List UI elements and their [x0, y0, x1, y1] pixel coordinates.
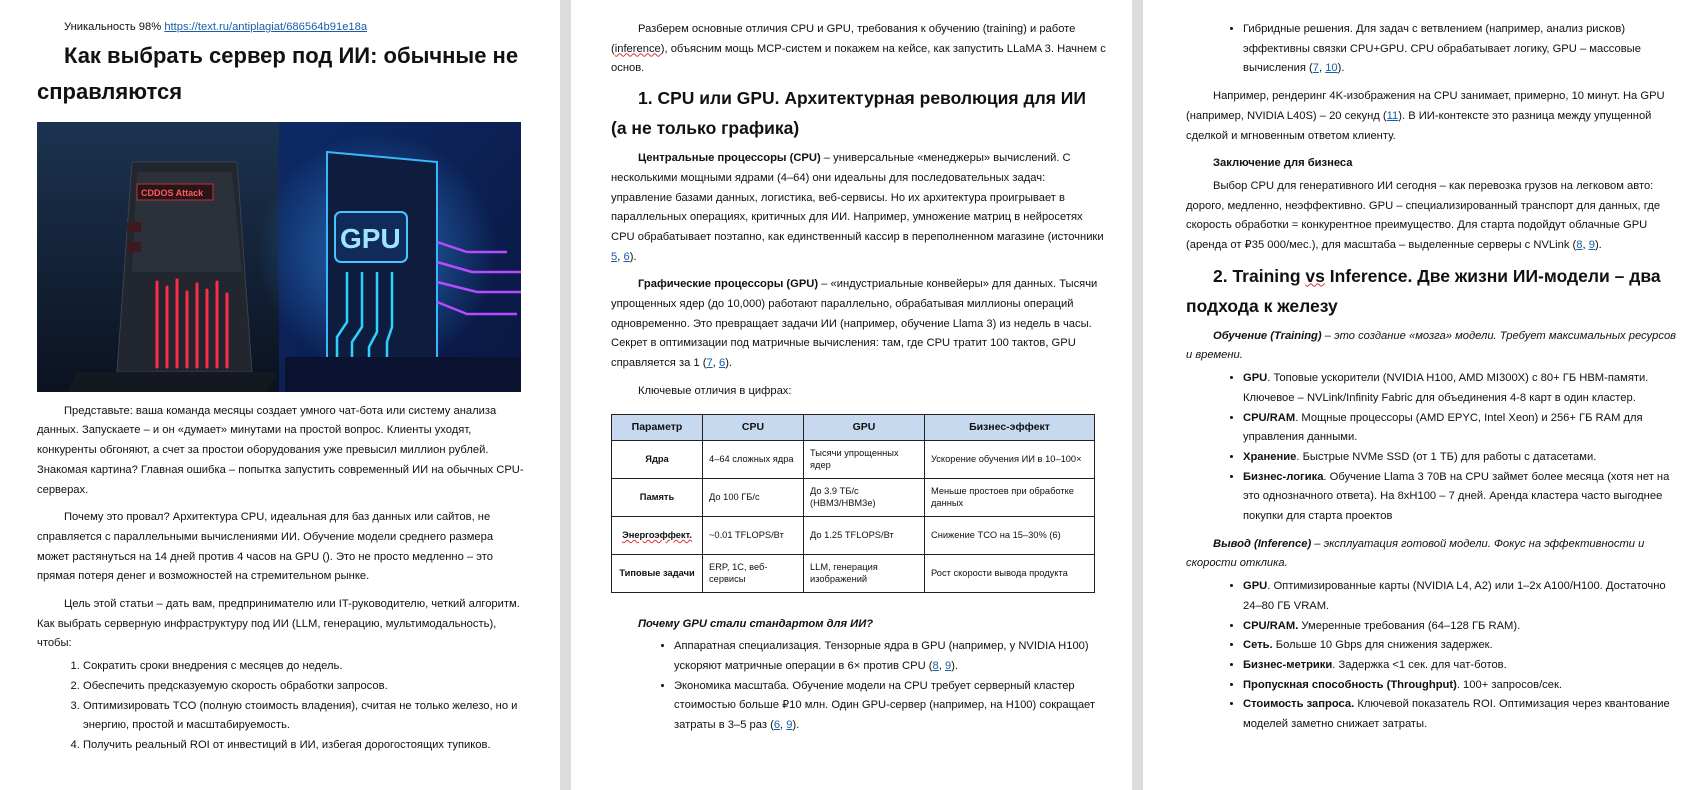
- table-cell: Энергоэффект.: [612, 516, 703, 554]
- conclusion-heading: Заключение для бизнеса: [1213, 157, 1353, 170]
- table-cell: До 100 ГБ/с: [703, 478, 804, 516]
- comparison-table: [611, 414, 1095, 593]
- hero-right-text: GPU: [340, 222, 401, 254]
- page-separator: [560, 0, 571, 790]
- document-page-1: [0, 0, 560, 790]
- para-gpu: Графические процессоры (GPU) – «индустриальные конвейеры» для данных. Тысячи упрощенных ядер (до 10,000) работают параллельно, обрабатывая миллионы операций одновременно. Это превращает задачи ИИ (например, обучение Llama 3) из недель в часы. Секрет в оптимизации под матричные вычисления: там, где CPU тратит 100 тактов, GPU справляется за 1 (7, 6).: [611, 278, 1098, 370]
- list-item: 2. Обеспечить предсказуемую скорость обработки запросов.: [83, 677, 524, 697]
- article-title: Как выбрать сервер под ИИ: обычные не справляются: [37, 42, 519, 104]
- ref-link[interactable]: 11: [1386, 109, 1399, 122]
- table-cell: Типовые задачи: [612, 554, 703, 592]
- list-item: 4. Получить реальный ROI от инвестиций в ИИ, избегая дорогостоящих тупиков.: [83, 736, 524, 756]
- list-item: • Аппаратная специализация. Тензорные ядра в GPU (например, у NVIDIA H100) ускоряют матричные операции в 6× против CPU (8, 9).: [674, 637, 1106, 676]
- ref-link[interactable]: 5: [611, 250, 618, 263]
- ref-link[interactable]: 9: [786, 719, 793, 732]
- para-inference: Вывод (Inference) – эксплуатация готовой модели. Фокус на эффективности и скорости отклика.: [1186, 537, 1645, 570]
- table-caption: Ключевые отличия в цифрах:: [638, 384, 792, 397]
- para-intro-2: Разберем основные отличия CPU и GPU, требования к обучению (training) и работе (inference), объясним мощь MCP-систем и покажем на кейсе, как запустить LLaMA 3. Начнем с основ.: [611, 23, 1106, 75]
- list-item: • CPU/RAM. Умеренные требования (64–128 ГБ RAM).: [1243, 617, 1679, 637]
- list-item: • GPU. Топовые ускорители (NVIDIA H100, AMD MI300X) с 80+ ГБ HBM-памяти. Ключевое – NVLink/Infinity Fabric для объединения 4-8 карт в один кластер.: [1243, 369, 1679, 408]
- para-cpu: Центральные процессоры (CPU) – универсальные «менеджеры» вычислений. С несколькими мощными ядрами (4–64) они идеальны для последовательных задач: управление базами данных, логистика, веб-сервисы. Но их архитектура проигрывает в параллельных операциях, критичных для ИИ. Например, умножение матриц в нейросетях CPU обрабатывает поэтапно, как единственный кассир в переполненном магазине (источники 5, 6).: [611, 152, 1104, 263]
- ref-link[interactable]: 6: [773, 719, 781, 732]
- table-row: [612, 554, 1095, 592]
- table-cell: Рост скорости вывода продукта: [925, 554, 1095, 592]
- inference-list: [1186, 577, 1679, 735]
- table-header: CPU: [703, 414, 804, 440]
- hero-left-sign: CDDOS Attack: [141, 187, 204, 198]
- table-cell: Тысячи упрощенных ядер: [804, 440, 925, 478]
- table-header: Бизнес-эффект: [925, 414, 1095, 440]
- table-cell: ERP, 1С, веб-сервисы: [703, 554, 804, 592]
- list-item: • Хранение. Быстрые NVMe SSD (от 1 ТБ) для работы с датасетами.: [1243, 448, 1679, 468]
- list-item: • GPU. Оптимизированные карты (NVIDIA L4, A2) или 1–2x A100/H100. Достаточно 24–80 ГБ VRAM.: [1243, 577, 1679, 616]
- table-cell: ~0.01 TFLOPS/Вт: [703, 516, 804, 554]
- ref-link[interactable]: 8: [1576, 239, 1583, 252]
- why-gpu-heading: Почему GPU стали стандартом для ИИ?: [638, 617, 874, 630]
- table-cell: Снижение TCO на 15–30% (6): [925, 516, 1095, 554]
- training-list: [1186, 369, 1679, 527]
- table-header: GPU: [804, 414, 925, 440]
- table-header-row: [612, 414, 1095, 440]
- document-page-3: [1143, 0, 1705, 790]
- ref-link[interactable]: 6: [718, 357, 726, 370]
- table-row: [612, 478, 1095, 516]
- ref-link[interactable]: 9: [1588, 239, 1595, 252]
- list-item: • Бизнес-логика. Обучение Llama 3 70B на CPU займет более месяца (хотя нет на это однозначного ответа). На 8xH100 – 7 дней. Аренда кластера часто выгоднее покупки для старта проектов: [1243, 468, 1679, 527]
- ref-link[interactable]: 7: [1312, 62, 1319, 75]
- hybrid-list: [1186, 20, 1679, 79]
- list-item: • Бизнес-метрики. Задержка <1 сек. для чат-ботов.: [1243, 656, 1679, 676]
- uniqueness-line: [37, 18, 524, 38]
- ref-link[interactable]: 9: [944, 659, 952, 672]
- goals-list: [37, 657, 524, 756]
- table-row: [612, 516, 1095, 554]
- table-cell: LLM, генерация изображений: [804, 554, 925, 592]
- document-page-2: [571, 0, 1132, 790]
- table-cell: До 3.9 ТБ/с (HBM3/HBM3e): [804, 478, 925, 516]
- table-row: [612, 440, 1095, 478]
- ref-link[interactable]: 8: [932, 659, 939, 672]
- list-item: • Стоимость запроса. Ключевой показатель ROI. Оптимизация через квантование моделей заметно снижает затраты.: [1243, 695, 1679, 734]
- list-item: • Экономика масштаба. Обучение модели на CPU требует серверный кластер стоимостью больше ₽10 млн. Один GPU-сервер (например, на H100) сокращает затраты в 3–5 раз (6, 9).: [674, 677, 1106, 736]
- para-render: Например, рендеринг 4K-изображения на CPU занимает, примерно, 10 минут. На GPU (например, NVIDIA L40S) – 20 секунд (11). В ИИ-контексте это разница между упущенной сделкой и мгновенным ответом клиенту.: [1186, 90, 1665, 142]
- table-header: Параметр: [612, 414, 703, 440]
- para-training: Обучение (Training) – это создание «мозга» модели. Требует максимальных ресурсов и времени.: [1186, 329, 1677, 362]
- uniqueness-link[interactable]: https://text.ru/antiplagiat/686564b91e18a: [164, 21, 368, 33]
- list-item: • Пропускная способность (Throughput). 100+ запросов/сек.: [1243, 676, 1679, 696]
- table-cell: До 1.25 TFLOPS/Вт: [804, 516, 925, 554]
- list-item: • Сеть. Больше 10 Gbps для снижения задержек.: [1243, 636, 1679, 656]
- ref-link[interactable]: 10: [1325, 62, 1338, 75]
- list-item: 3. Оптимизировать TCO (полную стоимость владения), считая не только железо, но и энергию, простой и масштабируемость.: [83, 697, 524, 736]
- why-gpu-list: [611, 637, 1106, 736]
- section-heading-2: 2. Training vs Inference. Две жизни ИИ-модели – два подхода к железу: [1186, 265, 1661, 316]
- table-cell: Ядра: [612, 440, 703, 478]
- list-item: • CPU/RAM. Мощные процессоры (AMD EPYC, Intel Xeon) и 256+ ГБ RAM для управления данными.: [1243, 409, 1679, 448]
- hero-image: [37, 122, 521, 392]
- table-cell: Ускорение обучения ИИ в 10–100×: [925, 440, 1095, 478]
- list-item: 1. Сократить сроки внедрения с месяцев до недель.: [83, 657, 524, 677]
- para-why-fail: Почему это провал? Архитектура CPU, идеальная для баз данных или сайтов, не справляется с параллельными вычислениями ИИ. Обучение модели среднего размера может растянуться на 14 дней против 4 часов на GPU (). Это не просто медленно – это прямая потеря денег и возможностей на стремительном рынке.: [37, 511, 494, 583]
- table-cell: Память: [612, 478, 703, 516]
- list-item: • Гибридные решения. Для задач с ветвлением (например, анализ рисков) эффективны связки CPU+GPU. CPU обрабатывает логику, GPU – массовые вычисления (7, 10).: [1243, 20, 1679, 79]
- table-cell: Меньше простоев при обработке данных: [925, 478, 1095, 516]
- page-separator: [1132, 0, 1143, 790]
- ref-link[interactable]: 6: [623, 250, 630, 263]
- section-heading-1: 1. CPU или GPU. Архитектурная революция для ИИ (а не только графика): [611, 88, 1086, 139]
- para-conclusion: Выбор CPU для генеративного ИИ сегодня – как перевозка грузов на легковом авто: дорого, медленно, неэффективно. GPU – специализированный транспорт для данных, где скорость обработки = конкурентное преимущество. Для старта подойдут облачные GPU (аренда от ₽35 000/мес.), для масштаба – выделенные серверы с NVLink (8, 9).: [1186, 179, 1661, 252]
- para-goal: Цель этой статьи – дать вам, предпринимателю или IT-руководителю, четкий алгоритм. Как выбрать серверную инфраструктуру под ИИ (LLM, генерацию, мультимодальность), чтобы:: [37, 598, 520, 650]
- ref-link[interactable]: 7: [706, 357, 713, 370]
- table-cell: 4–64 сложных ядра: [703, 440, 804, 478]
- uniqueness-label: Уникальность 98%: [64, 21, 162, 33]
- para-intro: Представьте: ваша команда месяцы создает умного чат-бота или систему анализа данных. Запускаете – и он «думает» минутами на простой вопрос. Клиенты уходят, конкуренты обгоняют, а счет за простои оборудования уже превысил миллион рублей. Знакомая картина? Главная ошибка – попытка запустить современный ИИ на обычных CPU-серверах.: [37, 404, 524, 496]
